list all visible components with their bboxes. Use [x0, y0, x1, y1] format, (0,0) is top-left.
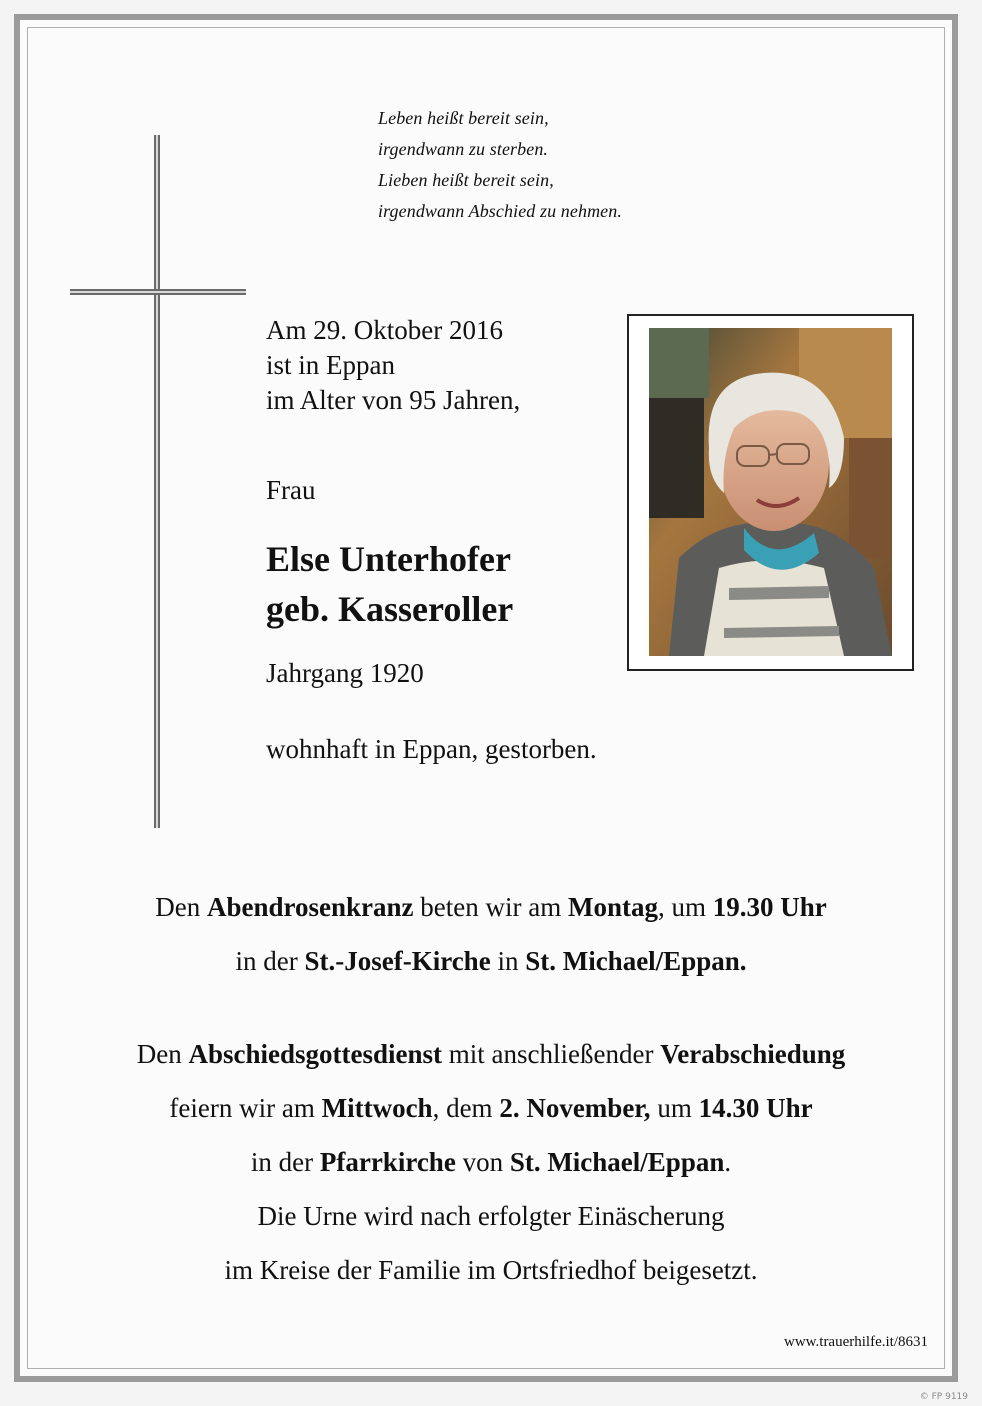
funeral-service-label: Abschiedsgottesdienst [188, 1039, 443, 1069]
funeral-day: Mittwoch [321, 1093, 433, 1123]
text: beten wir am [413, 892, 568, 922]
quote-line: irgendwann Abschied zu nehmen. [378, 201, 622, 221]
quote-line: Leben heißt bereit sein, [378, 108, 549, 128]
funeral-time: 14.30 Uhr [698, 1093, 813, 1123]
rosary-day: Montag [567, 892, 658, 922]
quote-line: Lieben heißt bereit sein, [378, 170, 554, 190]
text: . [724, 1147, 732, 1177]
spacer [40, 993, 942, 1032]
funeral-date: 2. November, [499, 1093, 651, 1123]
death-date: Am 29. Oktober 2016 [266, 315, 503, 345]
cross-icon-horizontal [70, 289, 246, 295]
funeral-line-3 [40, 1140, 942, 1194]
funeral-line-2 [40, 1086, 942, 1140]
farewell-label: Verabschiedung [660, 1039, 846, 1069]
text: von [455, 1147, 510, 1177]
salutation: Frau [266, 475, 316, 505]
print-code: © FP 9119 [919, 1392, 968, 1402]
residence: wohnhaft in Eppan, gestorben. [266, 734, 597, 764]
portrait-frame [627, 314, 914, 671]
footer-url: www.trauerhilfe.it/8631 [784, 1334, 928, 1350]
text: in der [250, 1147, 320, 1177]
text: Den [155, 892, 207, 922]
death-place: ist in Eppan [266, 350, 395, 380]
rosary-location: St. Michael/Eppan. [525, 946, 747, 976]
rosary-church: St.-Josef-Kirche [304, 946, 491, 976]
portrait-photo [649, 328, 892, 656]
death-info [266, 313, 520, 418]
rosary-line-1 [40, 885, 942, 939]
text: mit anschließender [442, 1039, 661, 1069]
rosary-label: Abendrosenkranz [206, 892, 414, 922]
text: Den [136, 1039, 189, 1069]
text: um [650, 1093, 699, 1123]
funeral-location: St. Michael/Eppan [509, 1147, 725, 1177]
cross-icon-vertical [154, 135, 160, 828]
birth-year: Jahrgang 1920 [266, 658, 424, 688]
death-age: im Alter von 95 Jahren, [266, 385, 521, 415]
text: feiern wir am [169, 1093, 322, 1123]
text: , dem [432, 1093, 500, 1123]
urn-line-1: Die Urne wird nach erfolgter Einäscherung [257, 1201, 725, 1231]
funeral-line-1 [40, 1032, 942, 1086]
text: in der [235, 946, 305, 976]
deceased-name-block [266, 534, 513, 634]
service-announcements [40, 885, 942, 1302]
deceased-name: Else Unterhofer [266, 539, 511, 579]
memorial-quote [378, 103, 622, 227]
rosary-time: 19.30 Uhr [712, 892, 827, 922]
portrait-illustration [649, 328, 892, 656]
rosary-line-2 [40, 939, 942, 993]
funeral-church: Pfarrkirche [319, 1147, 456, 1177]
maiden-name: geb. Kasseroller [266, 589, 514, 629]
text: in [490, 946, 526, 976]
quote-line: irgendwann zu sterben. [378, 139, 549, 159]
urn-line-2: im Kreise der Familie im Ortsfriedhof beigesetzt. [224, 1255, 758, 1285]
text: , um [657, 892, 713, 922]
